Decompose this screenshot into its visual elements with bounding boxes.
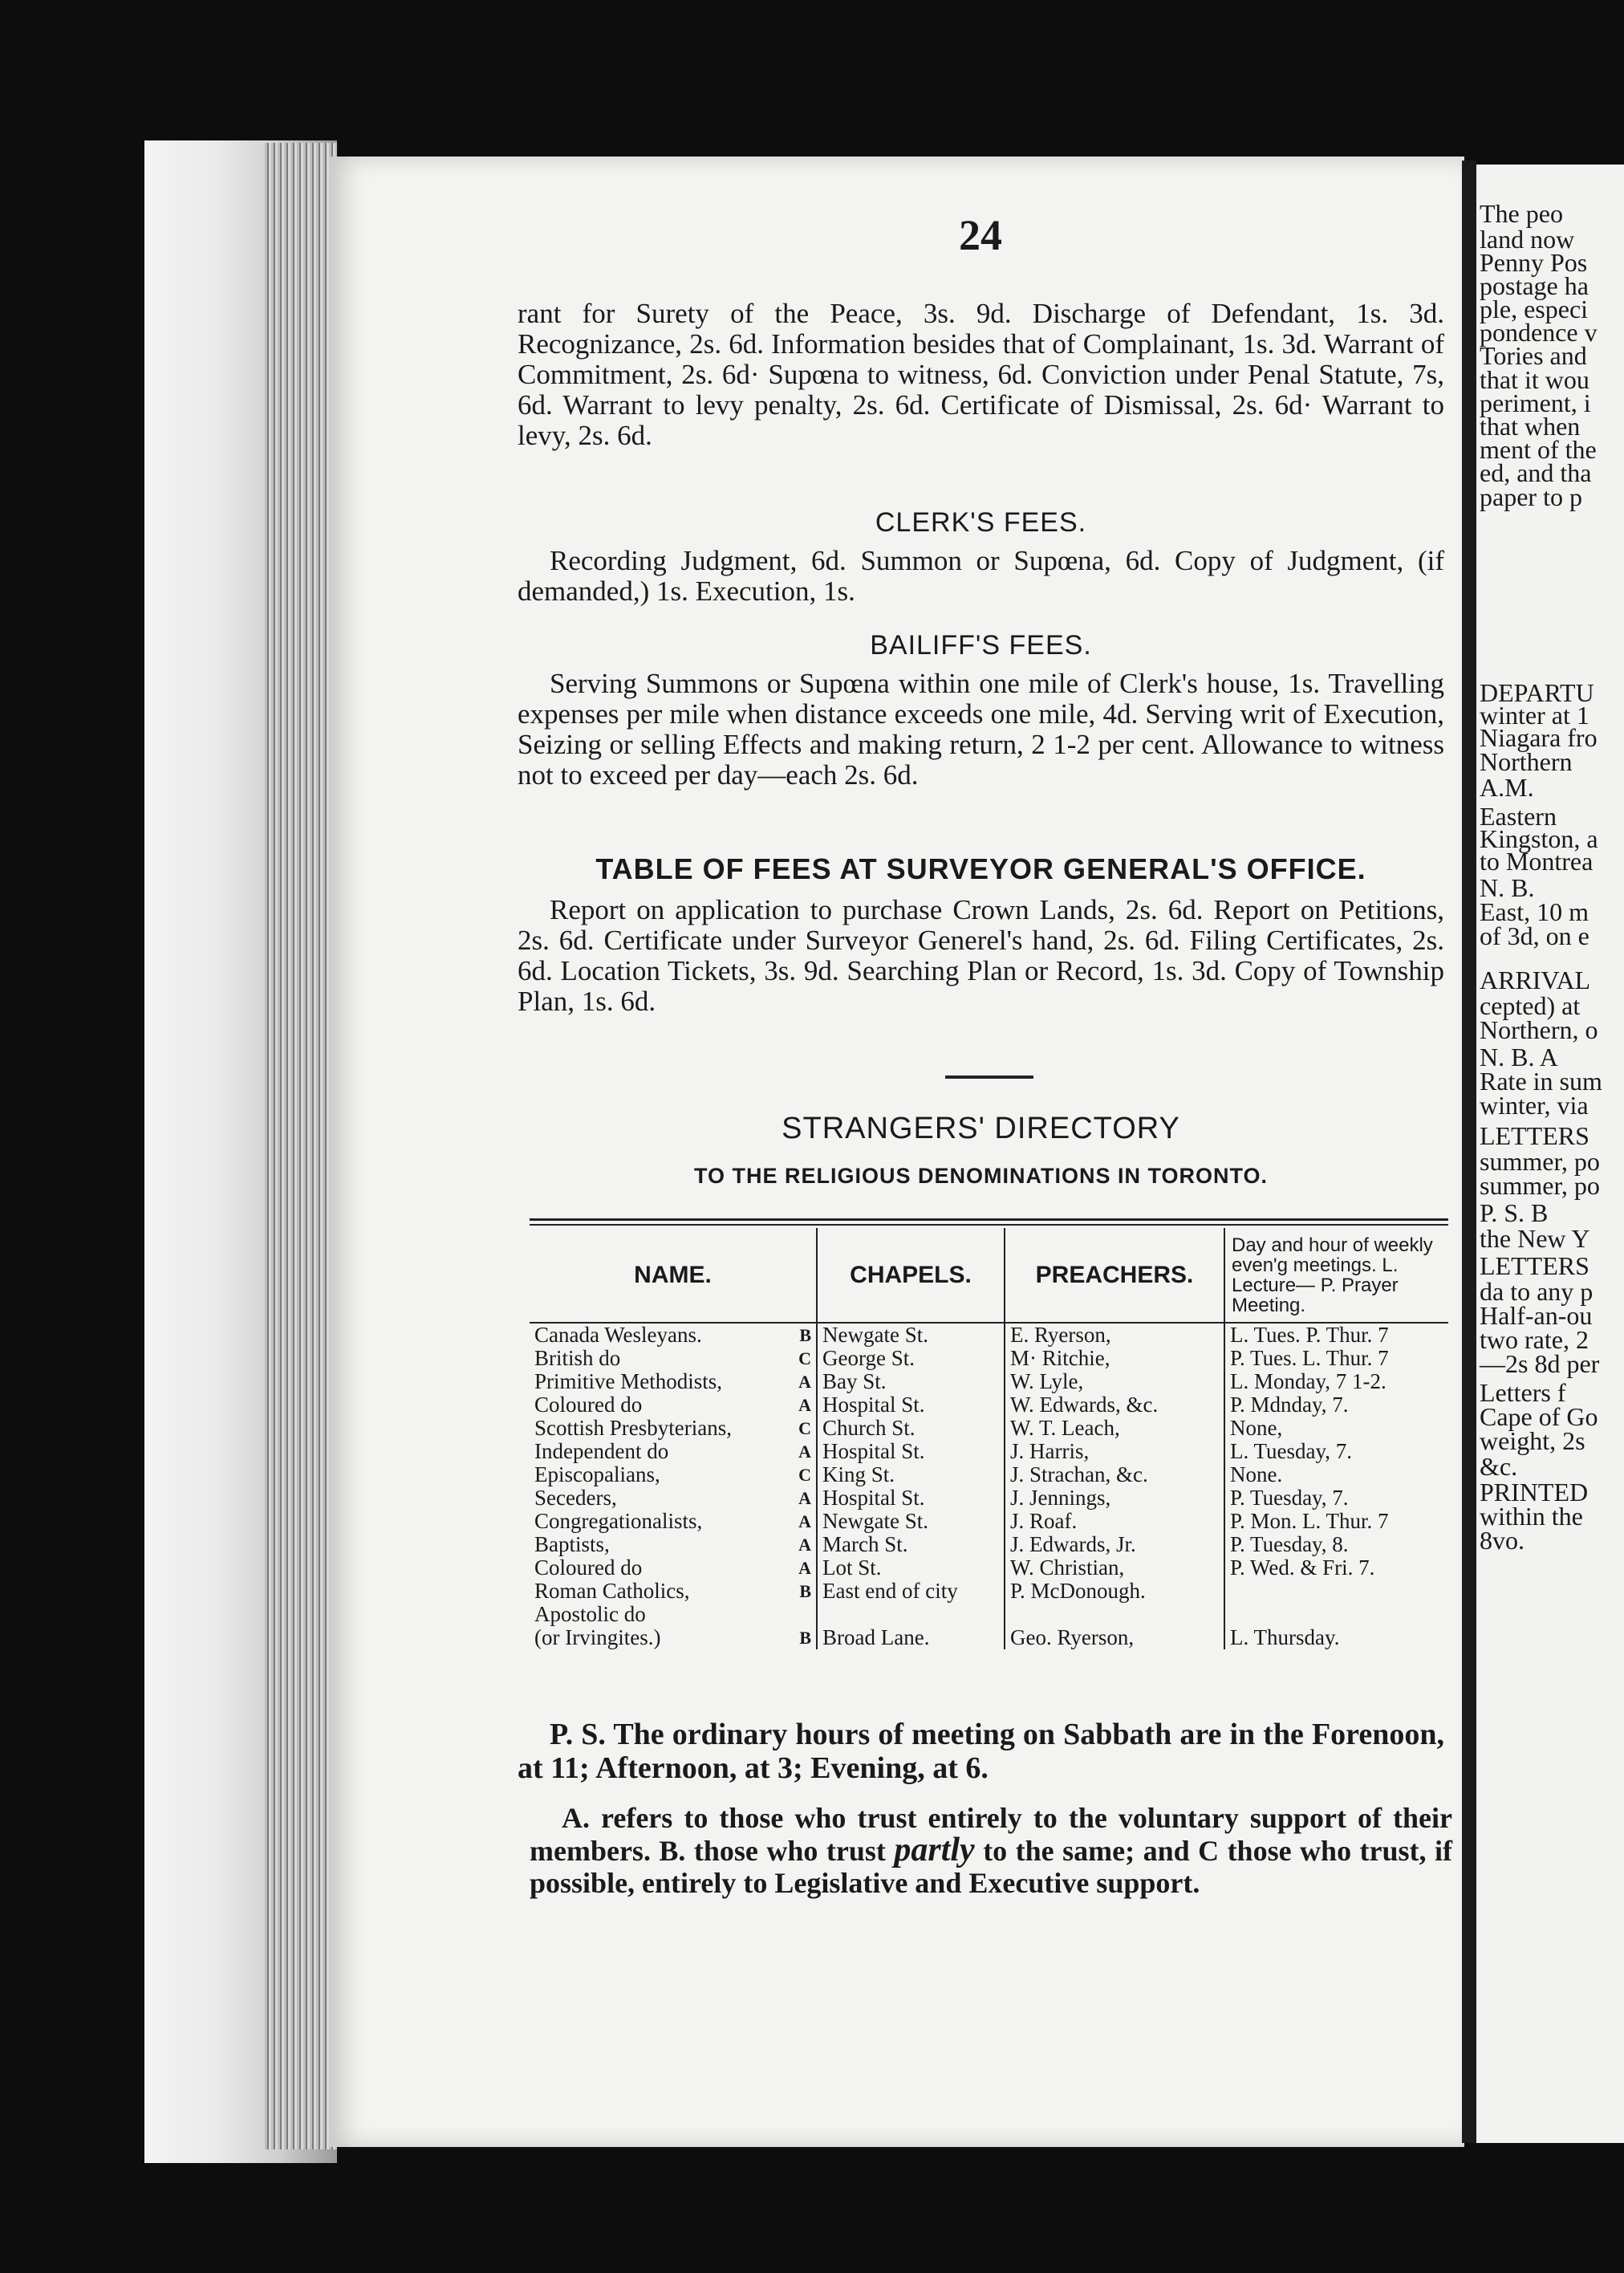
facing-page-fragment: winter at 1	[1480, 701, 1589, 730]
header-meetings: Day and hour of weekly even'g meetings. L. Lecture— P. Prayer Meeting.	[1224, 1228, 1448, 1323]
directory-table	[530, 1228, 1448, 1649]
facing-page-fragment: two rate, 2	[1480, 1325, 1589, 1354]
book-binding	[1462, 161, 1476, 2143]
denomination-class: B	[799, 1581, 811, 1601]
cell-meeting	[1224, 1393, 1448, 1417]
table-top-rule	[530, 1218, 1448, 1221]
cell-meeting	[1224, 1370, 1448, 1393]
cell-meeting	[1224, 1347, 1448, 1370]
cell-name	[530, 1533, 817, 1556]
cell-name	[530, 1603, 817, 1626]
facing-page-fragment: PRINTED	[1480, 1478, 1589, 1507]
denomination-class: C	[798, 1348, 811, 1368]
facing-page-fragment: paper to p	[1480, 482, 1582, 511]
key-note-before: A. refers to those who trust entirely to the voluntary support of their members. B. those who trust	[530, 1802, 1452, 1867]
cell-preacher-text: J. Jennings,	[1010, 1486, 1111, 1510]
cell-meeting-text: P. Mon. L. Thur. 7	[1230, 1509, 1389, 1533]
table-row	[530, 1510, 1448, 1533]
cell-chapel-text: Lot St.	[822, 1555, 882, 1580]
facing-page-fragment: Tories and	[1480, 341, 1587, 370]
ps-note: P. S. The ordinary hours of meeting on Sabbath are in the Forenoon, at 11; Afternoon, at 3; Evening, at 6.	[518, 1718, 1444, 1785]
facing-page-fragment: Half-an-ou	[1480, 1301, 1593, 1330]
denomination-class: C	[798, 1418, 811, 1438]
table-row	[530, 1603, 1448, 1626]
cell-preacher-text: M· Ritchie,	[1010, 1346, 1110, 1370]
cell-name	[530, 1580, 817, 1603]
table-row	[530, 1580, 1448, 1603]
cell-name-text: Baptists,	[534, 1532, 610, 1556]
facing-page-fragment: The peo	[1480, 199, 1563, 228]
cell-name-text: Congregationalists,	[534, 1509, 703, 1533]
cell-preacher-text: W. Lyle,	[1010, 1369, 1084, 1393]
cell-preacher	[1005, 1556, 1224, 1580]
page-number: 24	[959, 211, 1002, 259]
facing-page-fragment: A.M.	[1480, 773, 1534, 802]
facing-page-fragment: Eastern	[1480, 802, 1557, 831]
facing-page-fragment: N. B. A	[1480, 1043, 1558, 1071]
cell-preacher	[1005, 1393, 1224, 1417]
denomination-class: A	[798, 1372, 811, 1392]
table-row	[530, 1347, 1448, 1370]
facing-page-fragment: that it wou	[1480, 365, 1589, 394]
cell-meeting-text: L. Tuesday, 7.	[1230, 1439, 1353, 1463]
cell-chapel-text: Hospital St.	[822, 1393, 925, 1417]
facing-page-fragment: Penny Pos	[1480, 248, 1588, 277]
cell-name	[530, 1510, 817, 1533]
cell-chapel	[817, 1463, 1005, 1486]
cell-name-text: Canada Wesleyans.	[534, 1323, 702, 1347]
cell-chapel	[817, 1440, 1005, 1463]
cell-name	[530, 1626, 817, 1649]
cell-name-text: Seceders,	[534, 1486, 617, 1510]
table-row	[530, 1370, 1448, 1393]
facing-page-fragment: —2s 8d per	[1480, 1349, 1600, 1378]
cell-meeting	[1224, 1440, 1448, 1463]
cell-meeting	[1224, 1603, 1448, 1626]
cell-chapel	[817, 1370, 1005, 1393]
facing-page-fragment: ple, especi	[1480, 295, 1589, 323]
cell-preacher	[1005, 1603, 1224, 1626]
cell-preacher-text: J. Edwards, Jr.	[1010, 1532, 1136, 1556]
cell-chapel-text: March St.	[822, 1532, 908, 1556]
cell-preacher-text: Geo. Ryerson,	[1010, 1625, 1135, 1649]
cell-name-text: Roman Catholics,	[534, 1579, 690, 1603]
cell-chapel-text: Church St.	[822, 1416, 916, 1440]
facing-page-fragment: 8vo.	[1480, 1526, 1525, 1555]
facing-page-fragment: within the	[1480, 1502, 1583, 1531]
facing-page-fragment: of 3d, on e	[1480, 921, 1589, 950]
cell-meeting-text: P. Wed. & Fri. 7.	[1230, 1555, 1375, 1580]
surveyor-fees-text: Report on application to purchase Crown Lands, 2s. 6d. Report on Petitions, 2s. 6d. Certificate under Surveyor Generel's hand, 2s. 6d. Filing Certificates, 2s. 6d. Location Tickets, 3s. 9d. Searching Plan or Record, 1s. 3d. Copy of Township Plan, 1s. 6d.	[518, 894, 1444, 1017]
facing-page-fragment: postage ha	[1480, 271, 1589, 300]
cell-chapel-text: Newgate St.	[822, 1323, 928, 1347]
cell-name-text: Coloured do	[534, 1555, 643, 1580]
page-edges	[265, 143, 337, 2149]
cell-meeting	[1224, 1580, 1448, 1603]
cell-preacher-text: W. Christian,	[1010, 1555, 1125, 1580]
cell-chapel-text: Hospital St.	[822, 1439, 925, 1463]
cell-meeting	[1224, 1533, 1448, 1556]
cell-name	[530, 1347, 817, 1370]
denomination-class: A	[798, 1511, 811, 1531]
cell-name-text: Independent do	[534, 1439, 669, 1463]
facing-page-fragment: N. B.	[1480, 873, 1535, 902]
cell-name	[530, 1323, 817, 1347]
cell-chapel-text: Bay St.	[822, 1369, 887, 1393]
denomination-class: A	[798, 1395, 811, 1415]
key-note-italic: partly	[894, 1832, 975, 1868]
cell-preacher	[1005, 1347, 1224, 1370]
facing-page-fragment: ed, and tha	[1480, 458, 1592, 487]
denomination-class: C	[798, 1465, 811, 1485]
facing-page-fragment: DEPARTU	[1480, 678, 1594, 707]
key-note	[530, 1802, 1452, 1899]
clerk-fees-heading: CLERK'S FEES.	[875, 507, 1087, 538]
cell-name	[530, 1417, 817, 1440]
cell-name-text: (or Irvingites.)	[534, 1625, 661, 1649]
cell-chapel	[817, 1533, 1005, 1556]
facing-page-fragment: ment of the	[1480, 435, 1597, 464]
bailiff-fees-heading: BAILIFF'S FEES.	[870, 630, 1092, 661]
facing-page-fragment: Cape of Go	[1480, 1402, 1598, 1431]
denomination-class: A	[798, 1535, 811, 1555]
cell-name-text: Apostolic do	[534, 1602, 646, 1626]
clerk-fees-text: Recording Judgment, 6d. Summon or Supœna, 6d. Copy of Judgment, (if demanded,) 1s. Execution, 1s.	[518, 545, 1444, 607]
cell-meeting-text: P. Tues. L. Thur. 7	[1230, 1346, 1389, 1370]
table-row	[530, 1417, 1448, 1440]
cell-preacher	[1005, 1533, 1224, 1556]
cell-name	[530, 1393, 817, 1417]
facing-page-fragment: &c.	[1480, 1452, 1518, 1481]
facing-page-fragment: periment, i	[1480, 388, 1591, 417]
cell-chapel	[817, 1417, 1005, 1440]
table-row	[530, 1533, 1448, 1556]
facing-page-fragment: summer, po	[1480, 1171, 1600, 1200]
cell-chapel	[817, 1486, 1005, 1510]
cell-meeting-text: None,	[1230, 1416, 1283, 1440]
cell-preacher	[1005, 1440, 1224, 1463]
cell-meeting	[1224, 1323, 1448, 1347]
cell-name-text: Scottish Presbyterians,	[534, 1416, 732, 1440]
denomination-class: A	[798, 1558, 811, 1578]
facing-page-fragment: to Montrea	[1480, 847, 1594, 876]
cell-preacher	[1005, 1486, 1224, 1510]
section-divider	[945, 1076, 1033, 1079]
surveyor-fees-heading: TABLE OF FEES AT SURVEYOR GENERAL'S OFFICE.	[595, 852, 1366, 885]
cell-name-text: Primitive Methodists,	[534, 1369, 723, 1393]
cell-name-text: Coloured do	[534, 1393, 643, 1417]
facing-page-fragment: P. S. B	[1480, 1198, 1549, 1227]
cell-chapel	[817, 1510, 1005, 1533]
cell-chapel	[817, 1603, 1005, 1626]
facing-page-fragment: weight, 2s	[1480, 1426, 1585, 1455]
table-row	[530, 1556, 1448, 1580]
cell-chapel-text: East end of city	[822, 1579, 958, 1603]
header-preachers: PREACHERS.	[1005, 1228, 1224, 1323]
table-row	[530, 1486, 1448, 1510]
cell-name	[530, 1486, 817, 1510]
facing-page-fragment: Northern, o	[1480, 1015, 1598, 1044]
cell-meeting-text: P. Tuesday, 8.	[1230, 1532, 1349, 1556]
facing-page-fragment: da to any p	[1480, 1277, 1594, 1306]
cell-preacher-text: E. Ryerson,	[1010, 1323, 1111, 1347]
facing-page-fragment: summer, po	[1480, 1147, 1600, 1176]
table-top-rule-thin	[530, 1224, 1448, 1226]
cell-preacher	[1005, 1323, 1224, 1347]
cell-meeting-text: L. Monday, 7 1-2.	[1230, 1369, 1386, 1393]
fee-intro-paragraph: rant for Surety of the Peace, 3s. 9d. Discharge of Defendant, 1s. 3d. Recognizance, 2s. 6d. Information besides that of Complainant, 1s. 3d. Warrant of Commitment, 2s. 6d· Supœna to witness, 6d. Conviction under Penal Statute, 7s, 6d. Warrant to levy penalty, 2s. 6d. Certificate of Dismissal, 2s. 6d· Warrant to levy, 2s. 6d.	[518, 298, 1444, 451]
cell-meeting	[1224, 1463, 1448, 1486]
cell-chapel-text: Newgate St.	[822, 1509, 928, 1533]
cell-name	[530, 1370, 817, 1393]
cell-chapel-text: Broad Lane.	[822, 1625, 930, 1649]
cell-preacher	[1005, 1463, 1224, 1486]
denomination-class: B	[799, 1628, 811, 1648]
facing-page-fragment: Kingston, a	[1480, 824, 1598, 853]
facing-page-fragment: LETTERS	[1480, 1121, 1589, 1150]
facing-page-fragment: East, 10 m	[1480, 897, 1589, 926]
cell-name-text: Episcopalians,	[534, 1462, 660, 1486]
cell-preacher-text: J. Harris,	[1010, 1439, 1090, 1463]
cell-meeting-text: P. Mdnday, 7.	[1230, 1393, 1349, 1417]
cell-chapel-text: George St.	[822, 1346, 915, 1370]
cell-meeting	[1224, 1626, 1448, 1649]
cell-chapel	[817, 1323, 1005, 1347]
cell-chapel-text: Hospital St.	[822, 1486, 925, 1510]
table-row	[530, 1323, 1448, 1347]
facing-page-fragment: winter, via	[1480, 1091, 1589, 1120]
cell-chapel	[817, 1393, 1005, 1417]
cell-meeting-text: P. Tuesday, 7.	[1230, 1486, 1349, 1510]
facing-page-fragment: pondence v	[1480, 318, 1598, 347]
denomination-class: A	[798, 1441, 811, 1462]
directory-subtitle: TO THE RELIGIOUS DENOMINATIONS IN TORONTO.	[693, 1164, 1269, 1188]
cell-name	[530, 1440, 817, 1463]
cell-chapel	[817, 1626, 1005, 1649]
bailiff-fees-text: Serving Summons or Supœna within one mile of Clerk's house, 1s. Travelling expenses per mile when distance exceeds one mile, 4d. Serving writ of Execution, Seizing or selling Effects and making return, 2 1-2 per cent. Allowance to witness not to exceed per day—each 2s. 6d.	[518, 668, 1444, 791]
facing-page-fragment: Northern	[1480, 747, 1573, 776]
cell-meeting-text: None.	[1230, 1462, 1283, 1486]
header-chapels: CHAPELS.	[817, 1228, 1005, 1323]
cell-preacher	[1005, 1626, 1224, 1649]
denomination-class: B	[799, 1325, 811, 1345]
cell-chapel	[817, 1580, 1005, 1603]
cell-preacher-text: W. T. Leach,	[1010, 1416, 1120, 1440]
cell-name-text: British do	[534, 1346, 621, 1370]
cell-preacher	[1005, 1580, 1224, 1603]
cell-preacher	[1005, 1370, 1224, 1393]
facing-page-fragment: the New Y	[1480, 1224, 1590, 1253]
table-row	[530, 1440, 1448, 1463]
cell-preacher-text: J. Roaf.	[1010, 1509, 1078, 1533]
cell-meeting-text: L. Tues. P. Thur. 7	[1230, 1323, 1389, 1347]
facing-page-fragment: Letters f	[1480, 1378, 1566, 1407]
facing-page	[1476, 165, 1624, 2143]
cell-preacher-text: W. Edwards, &c.	[1010, 1393, 1159, 1417]
key-note-after: to the same; and C those who trust, if possible, entirely to Legislative and Executive support.	[530, 1835, 1453, 1899]
cell-chapel	[817, 1556, 1005, 1580]
cell-meeting	[1224, 1417, 1448, 1440]
denomination-class: A	[798, 1488, 811, 1508]
cell-meeting	[1224, 1556, 1448, 1580]
facing-page-fragment: ARRIVAL	[1480, 966, 1591, 994]
cell-preacher	[1005, 1510, 1224, 1533]
cell-meeting	[1224, 1486, 1448, 1510]
facing-page-fragment: LETTERS	[1480, 1251, 1589, 1280]
cell-name	[530, 1463, 817, 1486]
cell-preacher	[1005, 1417, 1224, 1440]
facing-page-fragment: Rate in sum	[1480, 1067, 1602, 1096]
cell-meeting-text: L. Thursday.	[1230, 1625, 1340, 1649]
table-row	[530, 1463, 1448, 1486]
header-name: NAME.	[530, 1228, 817, 1323]
cell-chapel-text: King St.	[822, 1462, 895, 1486]
table-row	[530, 1393, 1448, 1417]
table-row	[530, 1626, 1448, 1649]
facing-page-fragment: land now	[1480, 225, 1575, 254]
cell-preacher-text: P. McDonough.	[1010, 1579, 1146, 1603]
cell-meeting	[1224, 1510, 1448, 1533]
cell-preacher-text: J. Strachan, &c.	[1010, 1462, 1148, 1486]
cell-name	[530, 1556, 817, 1580]
facing-page-fragment: cepted) at	[1480, 991, 1581, 1020]
directory-title: STRANGERS' DIRECTORY	[782, 1112, 1180, 1145]
facing-page-fragment: Niagara fro	[1480, 723, 1598, 752]
cell-chapel	[817, 1347, 1005, 1370]
facing-page-fragment: that when	[1480, 412, 1581, 441]
table-header-row	[530, 1228, 1448, 1323]
